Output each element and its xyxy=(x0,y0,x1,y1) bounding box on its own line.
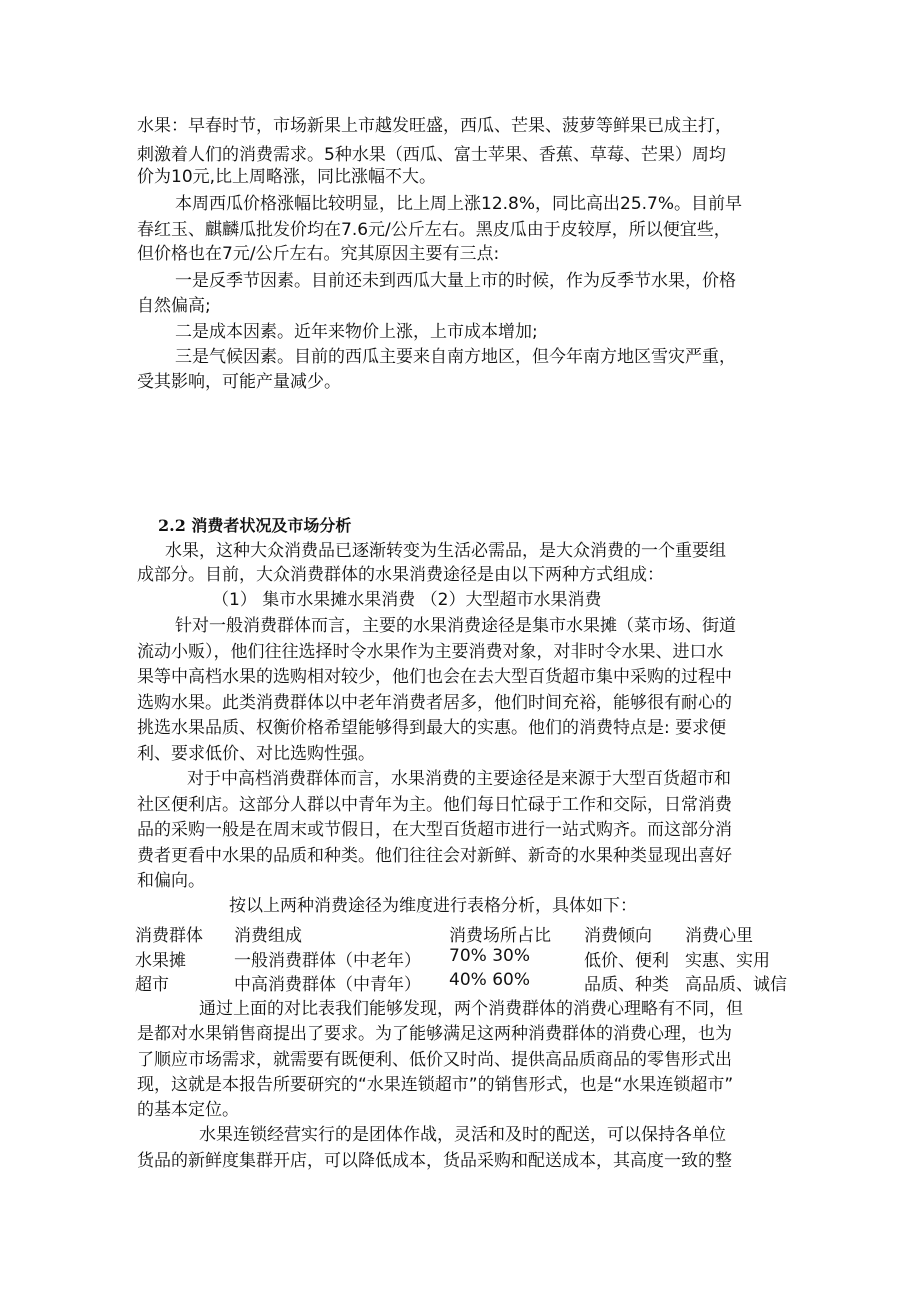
paragraph-line: 针对一般消费群体而言，主要的水果消费途径是集市水果摊（菜市场、街道 xyxy=(175,616,736,636)
paragraph-line: 费者更看中水果的品质和种类。他们往往会对新鲜、新奇的水果种类显现出喜好 xyxy=(137,846,732,866)
paragraph-line: 通过上面的对比表我们能够发现，两个消费群体的消费心理略有不同，但 xyxy=(199,999,743,1019)
table-header-cell: 消费场所占比 xyxy=(449,926,551,946)
table-header-cell: 消费群体 xyxy=(135,926,203,946)
paragraph-line: 货品的新鲜度集群开店，可以降低成本，货品采购和配送成本，其高度一致的整 xyxy=(137,1151,732,1171)
paragraph-line: 但价格也在7元/公斤左右。究其原因主要有三点: xyxy=(137,244,500,264)
paragraph-line: 一是反季节因素。目前还未到西瓜大量上市的时候，作为反季节水果，价格 xyxy=(175,271,736,291)
paragraph-line: 现，这就是本报告所要研究的“水果连锁超市”的销售形式，也是“水果连锁超市” xyxy=(137,1075,734,1095)
paragraph-line: 挑选水果品质、权衡价格希望能够得到最大的实惠。他们的消费特点是: 要求便 xyxy=(137,718,727,738)
paragraph-line: 按以上两种消费途径为维度进行表格分析，具体如下： xyxy=(229,896,637,916)
paragraph-line: 二是成本因素。近年来物价上涨，上市成本增加; xyxy=(175,322,538,342)
paragraph-line: 水果，这种大众消费品已逐渐转变为生活必需品，是大众消费的一个重要组 xyxy=(165,541,726,561)
table-header-cell: 消费倾向 xyxy=(584,926,652,946)
table-header-cell: 消费组成 xyxy=(234,926,302,946)
paragraph-line: 自然偏高; xyxy=(137,296,211,316)
paragraph-line: 受其影响，可能产量减少。 xyxy=(137,372,341,392)
paragraph-line: 和偏向。 xyxy=(137,871,205,891)
paragraph-line: 是都对水果销售商提出了要求。为了能够满足这两种消费群体的消费心理，也为 xyxy=(137,1024,732,1044)
table-cell: 一般消费群体（中老年） xyxy=(234,951,421,971)
paragraph-line: 成部分。目前，大众消费群体的水果消费途径是由以下两种方式组成： xyxy=(137,565,664,585)
table-cell: 中高消费群体（中青年） xyxy=(234,975,421,995)
table-cell: 水果摊 xyxy=(135,951,186,971)
paragraph-line: 流动小贩），他们往往选择时令水果作为主要消费对象，对非时令水果、进口水 xyxy=(137,642,724,662)
paragraph-line: 选购水果。此类消费群体以中老年消费者居多，他们时间充裕，能够很有耐心的 xyxy=(137,693,732,713)
paragraph-line: 利、要求低价、对比选购性强。 xyxy=(137,744,375,764)
paragraph-line: 果等中高档水果的选购相对较少，他们也会在去大型百货超市集中采购的过程中 xyxy=(137,667,732,687)
paragraph-line: （1） 集市水果摊水果消费 （2）大型超市水果消费 xyxy=(212,590,602,610)
table-cell: 品质、种类 xyxy=(584,975,669,995)
paragraph-line: 春红玉、麒麟瓜批发价均在7.6元/公斤左右。黑皮瓜由于皮较厚，所以便宜些， xyxy=(137,220,731,240)
table-cell: 低价、便利 xyxy=(584,951,669,971)
table-cell: 70% 30% xyxy=(449,946,530,966)
table-cell: 高品质、诚信 xyxy=(685,975,787,995)
paragraph-line: 水果连锁经营实行的是团体作战，灵活和及时的配送，可以保持各单位 xyxy=(199,1125,726,1145)
paragraph-line: 品的采购一般是在周末或节假日，在大型百货超市进行一站式购齐。而这部分消 xyxy=(137,820,732,840)
paragraph-line: 价为10元,比上周略涨，同比涨幅不大。 xyxy=(137,167,437,187)
paragraph-line: 本周西瓜价格涨幅比较明显，比上周上涨12.8%，同比高出25.7%。目前早 xyxy=(175,194,743,214)
paragraph-line: 的基本定位。 xyxy=(137,1100,239,1120)
table-cell: 超市 xyxy=(135,975,169,995)
paragraph-line: 对于中高档消费群体而言，水果消费的主要途径是来源于大型百货超市和 xyxy=(187,769,731,789)
paragraph-line: 社区便利店。这部分人群以中青年为主。他们每日忙碌于工作和交际，日常消费 xyxy=(137,795,732,815)
paragraph-line: 了顺应市场需求，就需要有既便利、低价又时尚、提供高品质商品的零售形式出 xyxy=(137,1050,732,1070)
paragraph-line: 水果：早春时节，市场新果上市越发旺盛，西瓜、芒果、菠萝等鲜果已成主打， xyxy=(137,116,732,136)
section-heading: 2.2 消费者状况及市场分析 xyxy=(158,516,352,535)
table-header-cell: 消费心里 xyxy=(685,926,753,946)
table-cell: 40% 60% xyxy=(449,970,530,990)
paragraph-line: 三是气候因素。目前的西瓜主要来自南方地区，但今年南方地区雪灾严重， xyxy=(175,347,736,367)
paragraph-line: 刺激着人们的消费需求。5种水果（西瓜、富士苹果、香蕉、草莓、芒果）周均 xyxy=(137,145,726,165)
table-cell: 实惠、实用 xyxy=(685,951,770,971)
